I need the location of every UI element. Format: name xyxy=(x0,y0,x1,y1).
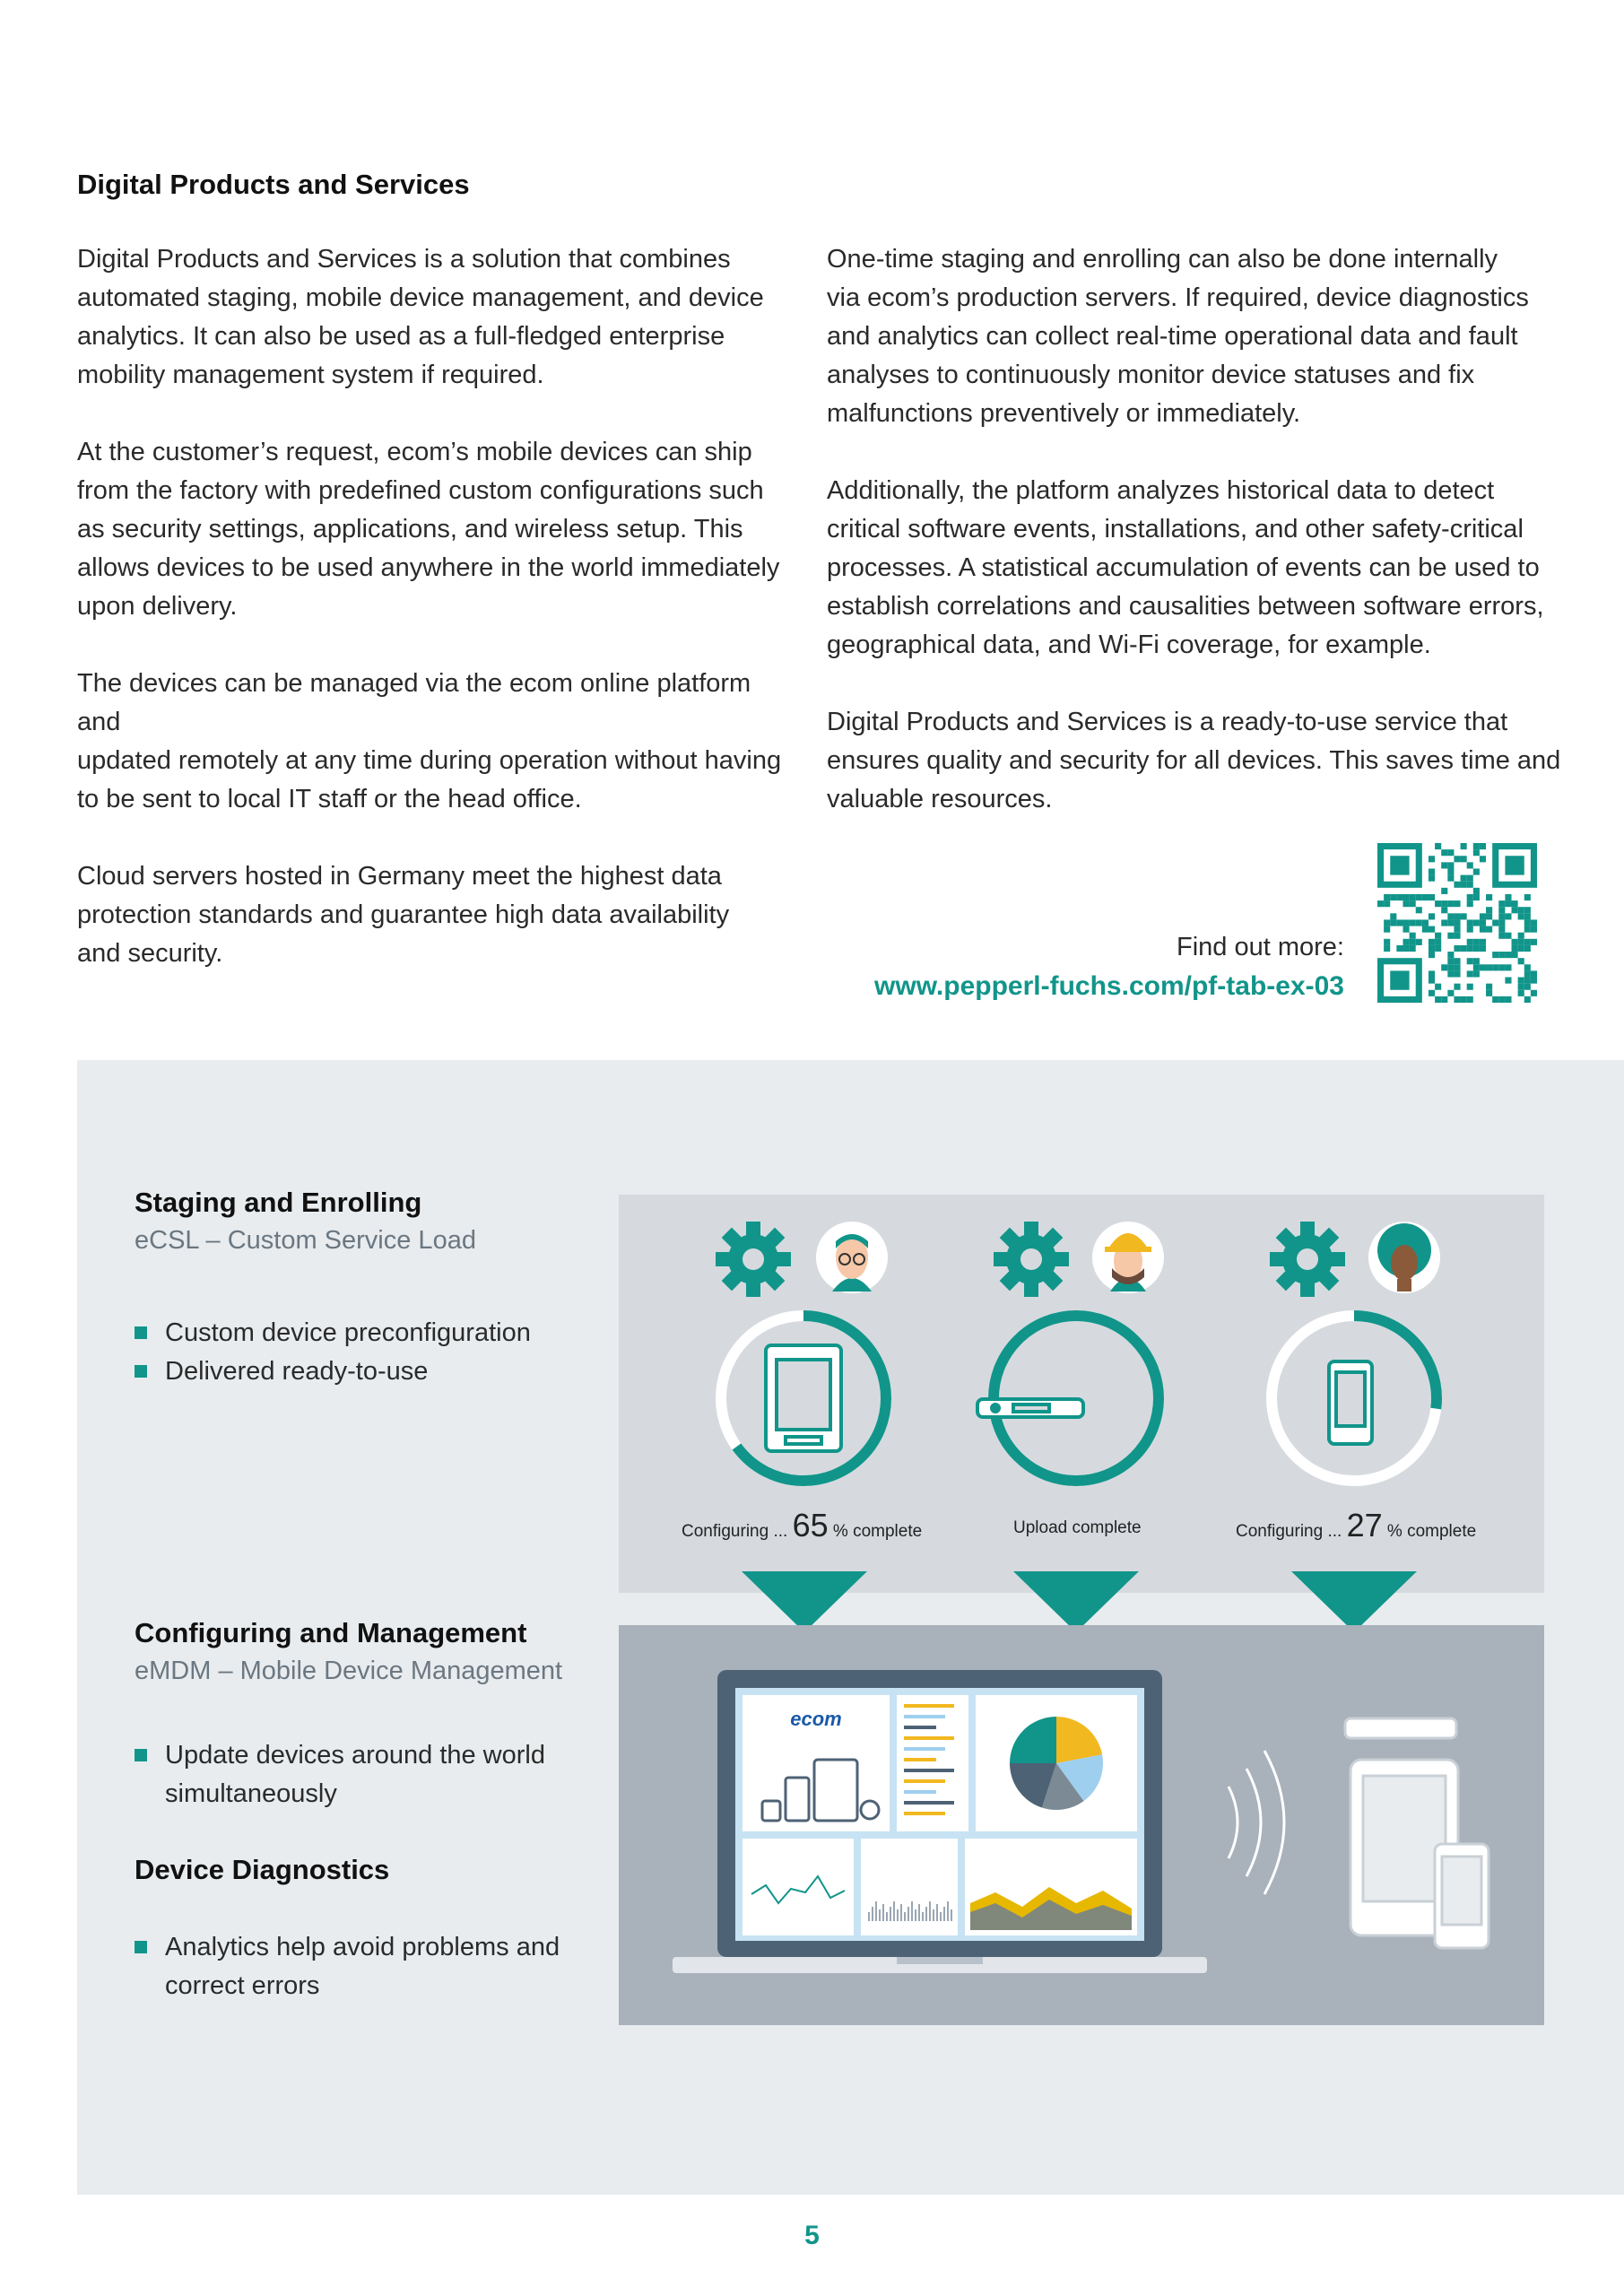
text-line: and security. xyxy=(77,939,223,968)
list-line xyxy=(904,1758,936,1761)
smartphone-icon xyxy=(1329,1361,1372,1444)
list-line xyxy=(904,1715,945,1718)
status-prefix: Configuring ... xyxy=(1236,1522,1342,1541)
text-line: Cloud servers hosted in Germany meet the highest data xyxy=(77,862,722,891)
person-glasses-icon xyxy=(816,1222,888,1293)
text-line: establish correlations and causalities between software errors, xyxy=(827,592,1544,621)
paragraph xyxy=(77,665,795,819)
list-line xyxy=(904,1779,945,1783)
bar xyxy=(915,1909,916,1921)
paragraph xyxy=(77,240,795,395)
configuring-bullets xyxy=(135,1736,545,1813)
staging-subtitle: eCSL – Custom Service Load xyxy=(135,1226,476,1255)
ecom-logo: ecom xyxy=(790,1708,842,1730)
list-line xyxy=(904,1790,936,1794)
list-line xyxy=(904,1747,945,1751)
bar xyxy=(893,1901,895,1921)
person-curly-hair-icon xyxy=(1368,1222,1440,1293)
bar xyxy=(943,1907,945,1921)
bar xyxy=(922,1912,924,1921)
section-heading: Digital Products and Services xyxy=(77,169,470,200)
configuring-subtitle: eMDM – Mobile Device Management xyxy=(135,1657,563,1685)
bar xyxy=(904,1912,906,1921)
rugged-tablet-icon xyxy=(766,1345,841,1451)
find-more-label: Find out more: xyxy=(1177,933,1344,961)
bar xyxy=(872,1907,873,1921)
text-line: Digital Products and Services is a solution that combines xyxy=(77,245,731,274)
status-suffix: % complete xyxy=(1386,1522,1477,1541)
staging-illustration-art xyxy=(619,1195,1544,1625)
bar xyxy=(890,1907,891,1921)
list-item: Custom device preconfiguration xyxy=(135,1314,531,1352)
list-line xyxy=(904,1801,954,1805)
find-more-link[interactable]: www.pepperl-fuchs.com/pf-tab-ex-03 xyxy=(874,971,1344,1001)
text-line: processes. A statistical accumulation of events can be used to xyxy=(827,553,1540,582)
text-line: via ecom’s production servers. If required, device diagnostics xyxy=(827,283,1529,312)
diagnostics-title: Device Diagnostics xyxy=(135,1854,390,1885)
bar xyxy=(900,1904,902,1921)
diagnostics-bullets xyxy=(135,1928,560,2005)
text-line: mobility management system if required. xyxy=(77,361,544,389)
bar xyxy=(925,1907,927,1921)
text-line: as security settings, applications, and wireless setup. This xyxy=(77,515,743,544)
down-arrow-icon xyxy=(742,1571,867,1625)
text-line: upon delivery. xyxy=(77,592,238,621)
text-line: Additionally, the platform analyzes historical data to detect xyxy=(827,476,1495,505)
text-line: One-time staging and enrolling can also be done internally xyxy=(827,245,1498,274)
bullet-line: simultaneously xyxy=(165,1779,337,1808)
list-line xyxy=(904,1736,954,1740)
staging-title: Staging and Enrolling xyxy=(135,1187,422,1218)
handheld-scanner-icon xyxy=(1345,1718,1456,1738)
gear-icon xyxy=(1270,1222,1345,1297)
text-line: valuable resources. xyxy=(827,785,1053,813)
device-status xyxy=(682,1507,922,1544)
bar xyxy=(911,1901,913,1921)
bar xyxy=(879,1909,881,1921)
down-arrow-icon xyxy=(1291,1571,1417,1625)
list-item xyxy=(135,1736,545,1813)
list-item: Delivered ready-to-use xyxy=(135,1352,531,1391)
text-line: to be sent to local IT staff or the head office. xyxy=(77,785,582,813)
bar xyxy=(929,1901,931,1921)
device-status xyxy=(1013,1518,1142,1538)
left-column xyxy=(77,240,795,1012)
management-illustration-art xyxy=(619,1625,1544,2025)
status-suffix: % complete xyxy=(832,1522,923,1541)
device-status xyxy=(1236,1507,1476,1544)
bar xyxy=(918,1904,920,1921)
bar xyxy=(882,1904,884,1921)
text-line: from the factory with predefined custom configurations such xyxy=(77,476,764,505)
text-line: malfunctions preventively or immediately. xyxy=(827,399,1301,428)
text-line: critical software events, installations, and other safety-critical xyxy=(827,515,1524,544)
dashboard-tile xyxy=(743,1839,854,1935)
bar xyxy=(908,1907,909,1921)
pie-chart xyxy=(1010,1717,1103,1810)
status-prefix: Configuring ... xyxy=(682,1522,788,1541)
gear-icon xyxy=(716,1222,791,1297)
text-line: updated remotely at any time during operation without having xyxy=(77,746,782,775)
bar xyxy=(936,1904,938,1921)
bar xyxy=(940,1912,942,1921)
paragraph xyxy=(827,703,1571,819)
staging-bullets xyxy=(135,1314,531,1391)
wireless-signal-icon xyxy=(1229,1751,1284,1894)
text-line: Digital Products and Services is a ready-to-use service that xyxy=(827,708,1508,736)
status-percent: 65 xyxy=(792,1507,829,1544)
qr-code-icon[interactable] xyxy=(1377,843,1537,1003)
status-text: Upload complete xyxy=(1013,1518,1142,1537)
paragraph xyxy=(827,240,1571,433)
bar xyxy=(897,1909,899,1921)
paragraph xyxy=(827,472,1571,665)
text-line: analytics. It can also be used as a full-fledged enterprise xyxy=(77,322,725,351)
text-line: geographical data, and Wi-Fi coverage, for example. xyxy=(827,631,1431,659)
handheld-scanner-icon xyxy=(977,1399,1083,1417)
list-line xyxy=(904,1726,936,1729)
bar xyxy=(875,1901,877,1921)
bar xyxy=(933,1909,934,1921)
list-item xyxy=(135,1928,560,2005)
bar xyxy=(886,1912,888,1921)
status-percent: 27 xyxy=(1346,1507,1383,1544)
text-line: The devices can be managed via the ecom online platform and xyxy=(77,669,751,736)
text-line: allows devices to be used anywhere in the world immediately xyxy=(77,553,780,582)
paragraph xyxy=(77,857,795,973)
text-line: automated staging, mobile device management, and device xyxy=(77,283,764,312)
bar xyxy=(951,1909,952,1921)
down-arrow-icon xyxy=(1013,1571,1139,1625)
bullet-line: Update devices around the world xyxy=(165,1741,545,1770)
paragraph xyxy=(77,433,795,626)
text-line: protection standards and guarantee high data availability xyxy=(77,900,730,929)
text-line: analyses to continuously monitor device statuses and fix xyxy=(827,361,1475,389)
bar xyxy=(947,1901,949,1921)
bullet-line: Analytics help avoid problems and xyxy=(165,1933,560,1961)
gear-icon xyxy=(994,1222,1069,1297)
text-line: and analytics can collect real-time operational data and fault xyxy=(827,322,1518,351)
list-line xyxy=(904,1769,954,1772)
text-line: ensures quality and security for all devices. This saves time and xyxy=(827,746,1561,775)
right-column xyxy=(827,240,1571,857)
person-helmet-icon xyxy=(1092,1222,1164,1293)
list-line xyxy=(904,1812,945,1815)
bullet-line: correct errors xyxy=(165,1971,320,2000)
configuring-title: Configuring and Management xyxy=(135,1617,527,1648)
text-line: At the customer’s request, ecom’s mobile devices can ship xyxy=(77,438,752,466)
bar xyxy=(868,1912,870,1921)
page-number: 5 xyxy=(804,2221,820,2250)
list-line xyxy=(904,1704,954,1708)
